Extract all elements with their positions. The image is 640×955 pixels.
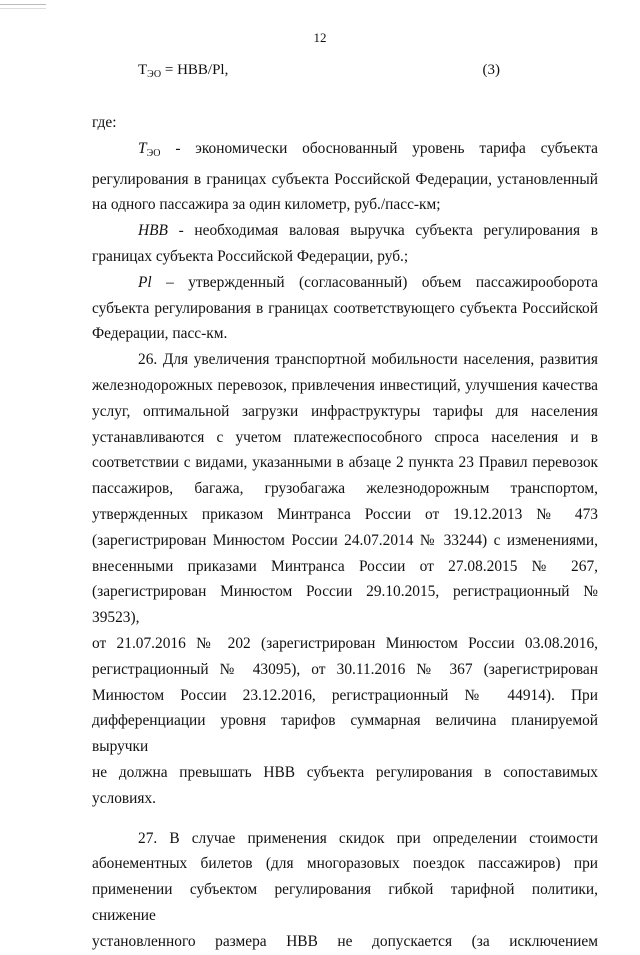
definition-nvv xyxy=(92,218,598,270)
paragraph-26-line: соответствии с видами, указанными в абзаце 2 пункта 23 Правил перевозок xyxy=(92,454,598,472)
definition-teo-line: регулирования в границах субъекта Российской Федерации, установленный xyxy=(92,170,598,188)
symbol-teo: T xyxy=(138,139,147,157)
paragraph-27-line: применении субъектом регулирования гибкой тарифной политики, снижение xyxy=(92,881,598,924)
definition-nvv-line: - необходимая валовая выручка субъекта регулирования в xyxy=(178,222,599,240)
where-label: где: xyxy=(92,114,117,131)
paragraph-27 xyxy=(92,826,598,955)
symbol-teo-subscript: ЭО xyxy=(146,147,161,159)
definition-teo-line: на одного пассажира за один километр, руб./пасс-км; xyxy=(92,196,441,214)
paragraph-26-line: (зарегистрирован Минюстом России 29.10.2015, регистрационный № 39523), xyxy=(92,583,598,627)
paragraph-26-line: железнодорожных перевозок, привлечения инвестиций, улучшения качества xyxy=(92,376,598,394)
definition-nvv-line: границах субъекта Российской Федерации, руб.; xyxy=(92,247,409,265)
definition-pl-line: Федерации, пасс-км. xyxy=(92,325,228,343)
definition-teo-line: - экономически обоснованный уровень тарифа субъекта xyxy=(175,139,598,157)
symbol-nvv: НВВ xyxy=(138,222,168,240)
definition-pl-line: субъекта регулирования в границах соответствующего субъекта Российской xyxy=(92,299,598,317)
paragraph-26 xyxy=(92,347,598,811)
definition-pl-line: – утвержденный (согласованный) объем пассажирооборота xyxy=(166,273,598,291)
formula-rhs: = НВВ/Pl, xyxy=(164,62,229,78)
paragraph-27-line: 27. В случае применения скидок при определении стоимости xyxy=(138,829,598,847)
page-number: 12 xyxy=(313,30,327,45)
symbol-pl: Pl xyxy=(138,273,152,291)
paragraph-27-line: установленного размера НВВ не допускается (за исключением xyxy=(92,932,598,950)
paragraph-27-line: абонементных билетов (для многоразовых поездок пассажиров) при xyxy=(92,855,598,873)
paragraph-26-line: регистрационный № 43095), от 30.11.2016 № 367 (зарегистрирован xyxy=(92,660,598,678)
document-body xyxy=(92,110,598,955)
paragraph-26-line: 26. Для увеличения транспортной мобильности населения, развития xyxy=(138,351,598,369)
paragraph-26-line: не должна превышать НВВ субъекта регулирования в сопоставимых xyxy=(92,763,598,781)
equation-number: (3) xyxy=(482,62,500,78)
paragraph-26-line: дифференциации уровня тарифов суммарная величина планируемой выручки xyxy=(92,712,598,756)
paragraph-26-line: утвержденных приказом Минтранса России от 19.12.2013 № 473 xyxy=(92,505,598,523)
paragraph-26-line: Минюстом России 23.12.2016, регистрационный № 44914). При xyxy=(92,686,598,704)
paragraph-26-line: пассажиров, багажа, грузобагажа железнодорожным транспортом, xyxy=(92,480,598,498)
paragraph-26-line: от 21.07.2016 № 202 (зарегистрирован Минюстом России 03.08.2016, xyxy=(92,634,598,652)
paragraph-26-line: устанавливаются с учетом платежеспособного спроса населения и в xyxy=(92,428,598,446)
definition-pl xyxy=(92,270,598,347)
scan-edge-mark xyxy=(0,4,46,9)
formula-3 xyxy=(138,62,500,80)
paragraph-26-line: (зарегистрирован Минюстом России 24.07.2014 № 33244) с изменениями, xyxy=(92,531,598,549)
paragraph-26-line: условиях. xyxy=(92,789,157,807)
paragraph-26-line: внесенными приказами Минтранса России от 27.08.2015 № 267, xyxy=(92,557,598,575)
formula-lhs: T xyxy=(138,62,148,78)
formula-lhs-subscript: ЭО xyxy=(147,69,162,80)
paragraph-26-line: услуг, оптимальной загрузки инфраструктуры тарифы для населения xyxy=(92,402,598,420)
definition-teo xyxy=(92,136,598,218)
